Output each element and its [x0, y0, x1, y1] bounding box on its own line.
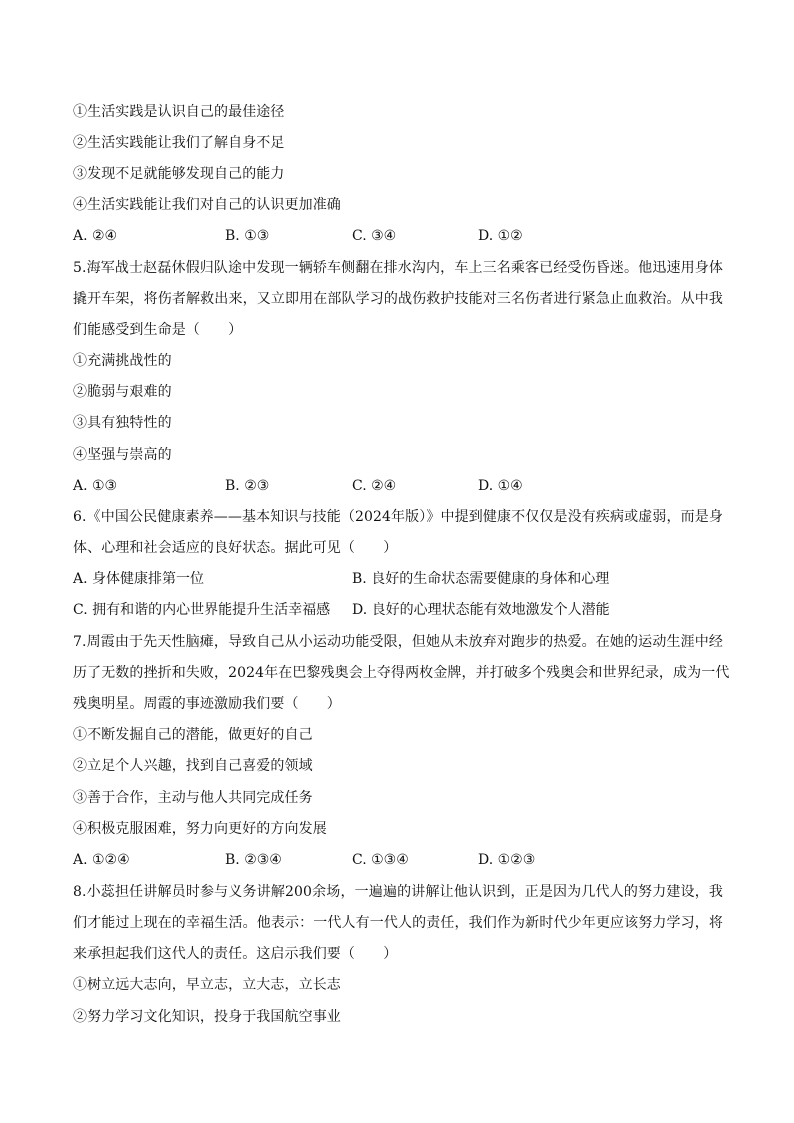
q7-stem-line-1: 7.周霞由于先天性脑瘫，导致自己从小运动功能受限，但她从未放弃对跑步的热爱。在她的运动生涯中经: [73, 634, 723, 650]
q5-option-a: A. ①③: [73, 478, 118, 494]
q8-statement-2: ②努力学习文化知识，投身于我国航空事业: [73, 1009, 341, 1025]
q7-option-a: A. ①②④: [73, 852, 130, 868]
q5-stem-line-3: 们能感受到生命是（ ）: [73, 322, 243, 338]
q6-option-b: B. 良好的生命状态需要健康的身体和心理: [352, 571, 610, 587]
q5-statement-2: ②脆弱与艰难的: [73, 384, 172, 400]
q8-stem-line-2: 们才能过上现在的幸福生活。他表示：一代人有一代人的责任，我们作为新时代少年更应该努力学习，将: [73, 915, 723, 931]
q5-statement-3: ③具有独特性的: [73, 415, 172, 431]
q5-option-c: C. ②④: [352, 478, 397, 494]
q5-option-d: D. ①④: [478, 478, 523, 494]
q7-stem-line-3: 残奥明星。周霞的事迹激励我们要（ ）: [73, 696, 341, 712]
q6-option-a: A. 身体健康排第一位: [73, 571, 205, 587]
q4-option-d: D. ①②: [478, 228, 523, 244]
q8-statement-1: ①树立远大志向，早立志，立大志，立长志: [73, 977, 341, 993]
q4-statement-1: ①生活实践是认识自己的最佳途径: [73, 104, 285, 120]
q7-option-b: B. ②③④: [225, 852, 282, 868]
q7-option-c: C. ①③④: [352, 852, 409, 868]
q7-statement-1: ①不断发掘自己的潜能，做更好的自己: [73, 727, 313, 743]
q4-option-a: A. ②④: [73, 228, 118, 244]
q5-statement-4: ④坚强与崇高的: [73, 447, 172, 463]
q7-statement-4: ④积极克服困难，努力向更好的方向发展: [73, 821, 327, 837]
q5-statement-1: ①充满挑战性的: [73, 353, 172, 369]
q7-statement-3: ③善于合作，主动与他人共同完成任务: [73, 790, 313, 806]
q5-option-b: B. ②③: [225, 478, 270, 494]
q4-statement-4: ④生活实践能让我们对自己的认识更加准确: [73, 197, 341, 213]
q7-stem-line-2: 历了无数的挫折和失败，2024年在巴黎残奥会上夺得两枚金牌，并打破多个残奥会和世界纪录，成为一代: [73, 665, 730, 681]
q5-stem-line-1: 5.海军战士赵磊休假归队途中发现一辆轿车侧翻在排水沟内，车上三名乘客已经受伤昏迷。他迅速用身体: [73, 260, 723, 276]
q6-stem-line-1: 6.《中国公民健康素养——基本知识与技能（2024年版）》中提到健康不仅仅是没有疾病或虚弱，而是身: [73, 509, 723, 525]
q8-stem-line-3: 来承担起我们这代人的责任。这启示我们要（ ）: [73, 946, 398, 962]
q6-stem-line-2: 体、心理和社会适应的良好状态。据此可见（ ）: [73, 540, 398, 556]
q6-option-c: C. 拥有和谐的内心世界能提升生活幸福感: [73, 602, 331, 618]
q8-stem-line-1: 8.小蕊担任讲解员时参与义务讲解200余场，一遍遍的讲解让他认识到，正是因为几代人的努力建设，我: [73, 884, 723, 900]
q5-stem-line-2: 撬开车架，将伤者解救出来，又立即用在部队学习的战伤救护技能对三名伤者进行紧急止血救治。从中我: [73, 291, 723, 307]
q7-option-d: D. ①②③: [478, 852, 536, 868]
q6-option-d: D. 良好的心理状态能有效地激发个人潜能: [352, 602, 610, 618]
q4-statement-3: ③发现不足就能够发现自己的能力: [73, 166, 285, 182]
q4-statement-2: ②生活实践能让我们了解自身不足: [73, 135, 285, 151]
q4-option-b: B. ①③: [225, 228, 270, 244]
q4-option-c: C. ③④: [352, 228, 397, 244]
q7-statement-2: ②立足个人兴趣，找到自己喜爱的领域: [73, 758, 313, 774]
